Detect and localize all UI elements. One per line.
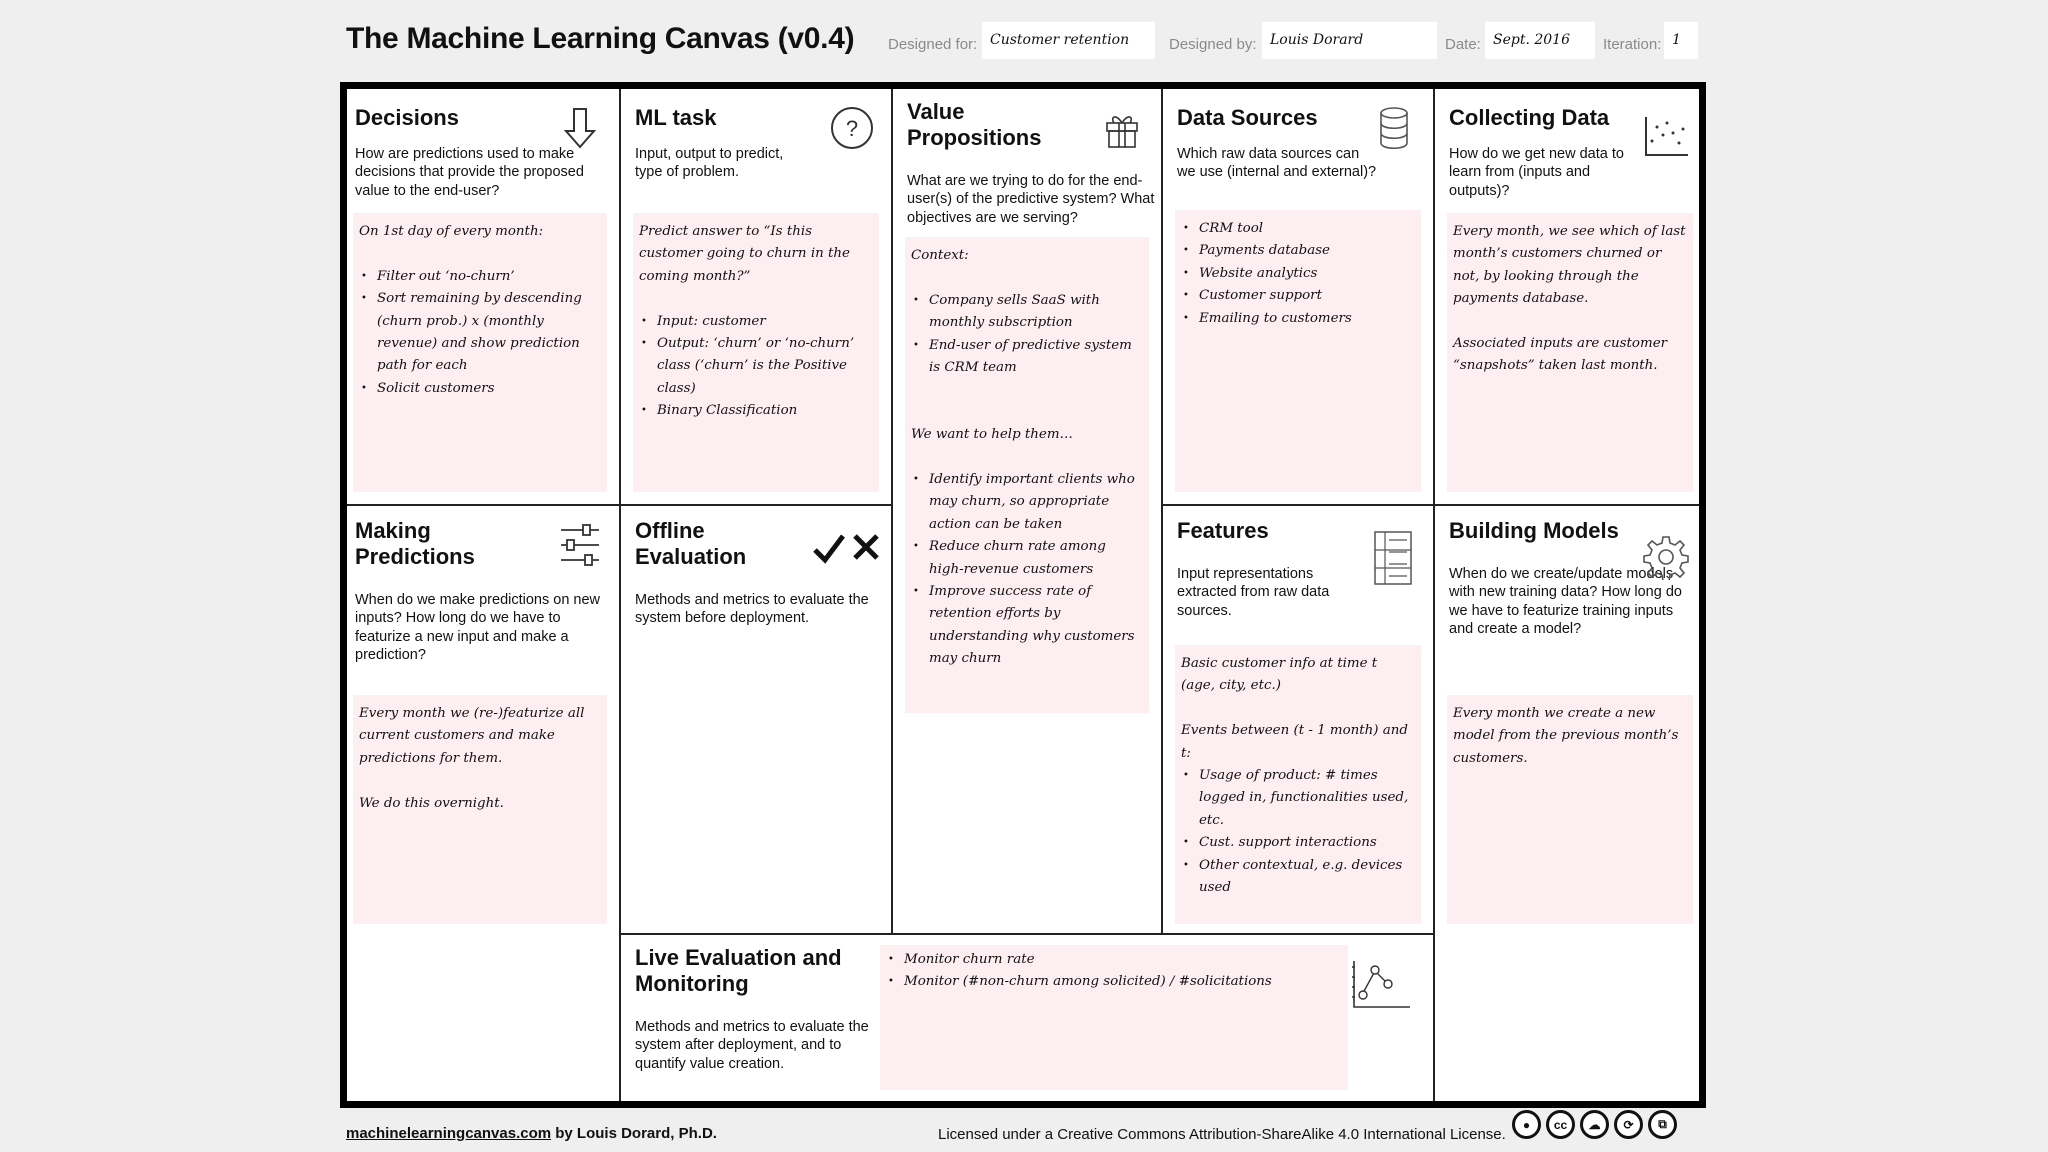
cell-title: Building Models: [1449, 518, 1619, 543]
note-bullet: • Payments database: [1181, 240, 1415, 262]
note-bullet: • Cust. support interactions: [1181, 832, 1415, 854]
database-icon: [1371, 105, 1417, 151]
cell-description: Input, output to predict, type of problem.: [635, 146, 784, 181]
cell-title: Decisions: [355, 105, 459, 130]
cell-data-sources: [1162, 82, 1434, 505]
note-text: Context:: [911, 248, 969, 263]
note-bullet: • Improve success rate of retention efforts by understanding why customers may churn: [911, 581, 1143, 671]
note-text: Every month we (re-)featurize all current customers and make predictions for them.: [359, 706, 585, 766]
note-bullet: • Customer support: [1181, 285, 1415, 307]
cell-description: Methods and metrics to evaluate the system after deployment, and to quantify value creation.: [635, 1019, 869, 1072]
attribution-icon: ●: [1512, 1110, 1541, 1139]
note-bullet: • Usage of product: # times logged in, functionalities used, etc.: [1181, 765, 1415, 832]
list-icon: [1371, 530, 1417, 586]
note-features[interactable]: [1175, 645, 1421, 924]
license-text: Licensed under a Creative Commons Attribution-ShareAlike 4.0 International License.: [938, 1126, 1506, 1143]
cell-title: Value Propositions: [907, 99, 1042, 150]
gear-icon: [1643, 534, 1689, 580]
designed-by-label: Designed by:: [1169, 36, 1257, 53]
designed-for-label: Designed for:: [888, 36, 978, 53]
cc-icon: cc: [1546, 1110, 1575, 1139]
note-bullet: • End-user of predictive system is CRM team: [911, 335, 1143, 380]
note-text: We want to help them…: [911, 427, 1073, 443]
note-bullet: • Binary Classification: [639, 400, 873, 422]
footer-author: by Louis Dorard, Ph.D.: [551, 1125, 717, 1142]
cell-description: Input representations extracted from raw data sources.: [1177, 566, 1330, 619]
cell-description: When do we make predictions on new inputs? How long do we have to featurize a new input and make a prediction?: [355, 592, 601, 663]
note-text: Predict answer to “Is this customer going to churn in the coming month?”: [639, 224, 850, 284]
cell-ml-task: [620, 82, 892, 505]
question-mark-icon: [829, 105, 875, 151]
note-bullet: • Emailing to customers: [1181, 308, 1415, 330]
remix-icon: ☁: [1580, 1110, 1609, 1139]
note-bullet: • Reduce churn rate among high-revenue customers: [911, 536, 1143, 581]
note-text: On 1st day of every month:: [359, 224, 544, 239]
cell-building-models: [1434, 505, 1706, 1108]
line-chart-icon: [1351, 959, 1411, 1011]
note-bullet: • Other contextual, e.g. devices used: [1181, 855, 1415, 900]
note-bullet: • CRM tool: [1181, 218, 1415, 240]
cell-description: Methods and metrics to evaluate the system before deployment.: [635, 592, 869, 627]
gift-icon: [1099, 105, 1145, 151]
note-value-propositions[interactable]: [905, 237, 1149, 713]
cell-making-predictions: [340, 505, 620, 1108]
arrow-down-icon: [557, 105, 603, 151]
cell-value-propositions: [892, 82, 1162, 934]
note-making-predictions[interactable]: [353, 695, 607, 924]
page-title: The Machine Learning Canvas (v0.4): [346, 22, 855, 55]
cell-title: ML task: [635, 105, 717, 130]
date-field[interactable]: Sept. 2016: [1485, 22, 1595, 59]
note-bullet: • Monitor (#non-churn among solicited) / #solicitations: [886, 971, 1342, 993]
cell-title: Features: [1177, 518, 1269, 543]
note-bullet: • Identify important clients who may churn, so appropriate action can be taken: [911, 469, 1143, 536]
cell-description: How do we get new data to learn from (inputs and outputs)?: [1449, 146, 1624, 199]
note-decisions[interactable]: [353, 213, 607, 492]
cell-features: [1162, 505, 1434, 934]
note-text: Associated inputs are customer “snapshots” taken last month.: [1453, 336, 1668, 374]
note-text: Every month we create a new model from the previous month’s customers.: [1453, 706, 1679, 766]
note-collecting-data[interactable]: [1447, 213, 1693, 492]
note-text: We do this overnight.: [359, 795, 504, 811]
footer-credit: [346, 1125, 717, 1142]
cell-offline-evaluation: [620, 505, 892, 934]
cell-title: Collecting Data: [1449, 105, 1610, 130]
date-label: Date:: [1445, 36, 1481, 53]
note-bullet: • Filter out ‘no-churn’: [359, 266, 601, 288]
note-data-sources[interactable]: [1175, 210, 1421, 492]
designed-for-field[interactable]: Customer retention: [982, 22, 1155, 59]
cell-title: Live Evaluation and Monitoring: [635, 945, 842, 996]
sharealike-icon: ⟳: [1614, 1110, 1643, 1139]
scatter-plot-icon: [1643, 113, 1689, 159]
note-ml-task[interactable]: [633, 213, 879, 492]
note-bullet: • Company sells SaaS with monthly subscription: [911, 290, 1143, 335]
designed-by-field[interactable]: Louis Dorard: [1262, 22, 1437, 59]
note-text: Events between (t - 1 month) and t:: [1181, 723, 1408, 761]
site-link[interactable]: machinelearningcanvas.com: [346, 1125, 552, 1142]
note-bullet: • Solicit customers: [359, 378, 601, 400]
iteration-field[interactable]: 1: [1664, 22, 1698, 59]
note-text: Basic customer info at time t (age, city, etc.): [1181, 656, 1378, 694]
cell-collecting-data: [1434, 82, 1706, 505]
note-bullet: • Monitor churn rate: [886, 949, 1342, 971]
cell-live-evaluation: [620, 934, 1434, 1108]
cell-description: Which raw data sources can we use (internal and external)?: [1177, 146, 1377, 181]
cell-decisions: [340, 82, 620, 505]
share-icon: ⧉: [1648, 1110, 1677, 1139]
note-building-models[interactable]: [1447, 695, 1693, 924]
check-cross-icon: [811, 528, 883, 574]
cell-description: When do we create/update models with new training data? How long do we have to featurize training inputs and create a model?: [1449, 566, 1682, 637]
cell-title: Offline Evaluation: [635, 518, 747, 569]
note-text: Every month, we see which of last month’s customers churned or not, by looking through the payments database.: [1453, 224, 1686, 307]
note-bullet: • Sort remaining by descending (churn prob.) x (monthly revenue) and show prediction path for each: [359, 288, 601, 378]
note-bullet: • Output: ‘churn’ or ‘no-churn’ class (‘churn’ is the Positive class): [639, 333, 873, 400]
note-bullet: • Input: customer: [639, 311, 873, 333]
cell-description: What are we trying to do for the end-user(s) of the predictive system? What objectives are we serving?: [907, 173, 1155, 226]
note-bullet: • Website analytics: [1181, 263, 1415, 285]
svg-text:?: ?: [845, 116, 859, 141]
iteration-label: Iteration:: [1603, 36, 1662, 53]
note-live-evaluation[interactable]: [880, 945, 1348, 1090]
sliders-icon: [557, 522, 603, 568]
cell-title: Data Sources: [1177, 105, 1318, 130]
cell-description: How are predictions used to make decisions that provide the proposed value to the end-user?: [355, 146, 584, 199]
cell-title: Making Predictions: [355, 518, 475, 569]
cc-license-icons[interactable]: [1512, 1110, 1677, 1139]
